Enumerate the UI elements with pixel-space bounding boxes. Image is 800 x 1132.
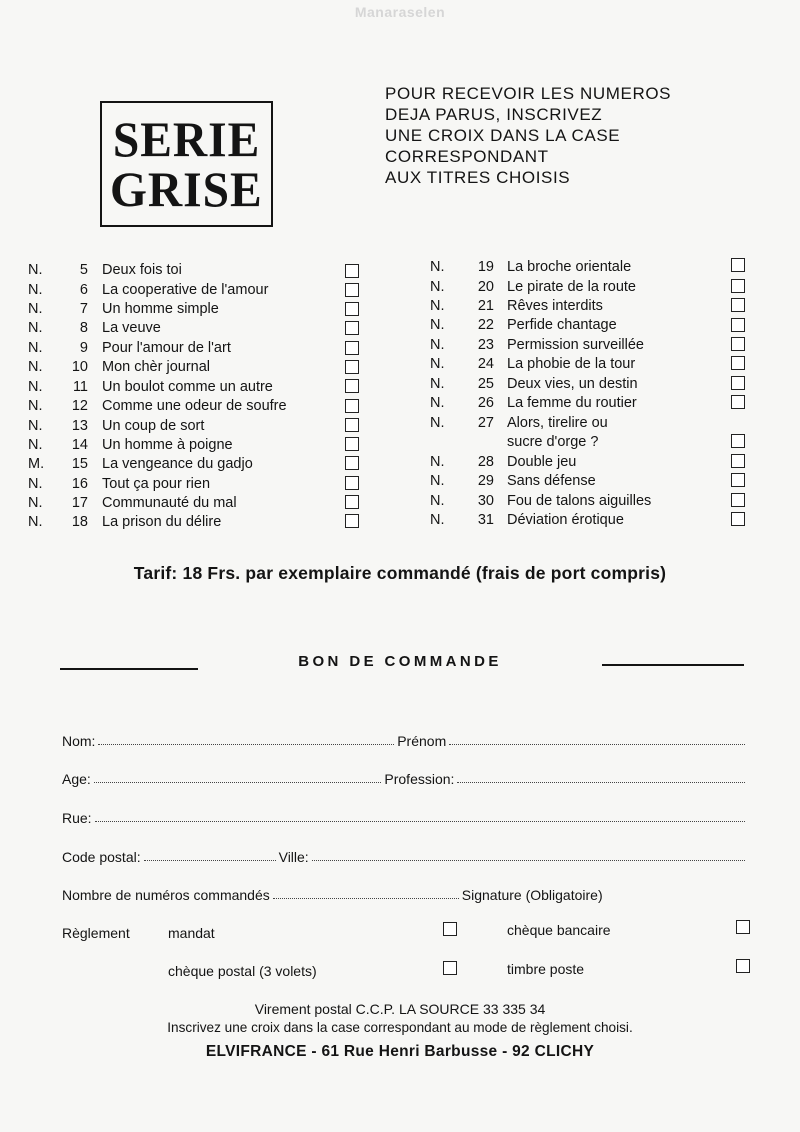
divider-right xyxy=(602,664,744,666)
field-age[interactable] xyxy=(94,782,382,783)
item-number: 22 xyxy=(477,317,494,333)
item-title: Double jeu xyxy=(507,454,577,470)
field-rue[interactable] xyxy=(95,821,745,822)
checkbox-issue[interactable] xyxy=(345,264,359,278)
checkbox-mandat[interactable] xyxy=(443,922,457,936)
checkbox-issue[interactable] xyxy=(345,418,359,432)
item-prefix: N. xyxy=(430,512,445,528)
item-prefix: N. xyxy=(430,395,445,411)
item-number: 13 xyxy=(71,418,88,434)
checkbox-issue[interactable] xyxy=(731,258,745,272)
label-timbre-poste: timbre poste xyxy=(507,961,585,977)
item-number: 6 xyxy=(79,282,88,298)
checkbox-issue[interactable] xyxy=(731,434,745,448)
item-title: Tout ça pour rien xyxy=(102,476,211,492)
item-number: 12 xyxy=(71,398,88,414)
checkbox-issue[interactable] xyxy=(345,341,359,355)
item-title: Un coup de sort xyxy=(102,418,205,434)
checkbox-issue[interactable] xyxy=(731,356,745,370)
item-prefix: N. xyxy=(28,340,43,356)
logo-line-1: SERIE xyxy=(112,111,261,167)
checkbox-issue[interactable] xyxy=(345,302,359,316)
publisher-address: ELVIFRANCE - 61 Rue Henri Barbusse - 92 CLICHY xyxy=(205,1043,595,1060)
checkbox-issue[interactable] xyxy=(731,337,745,351)
serie-grise-logo xyxy=(100,101,273,227)
field-profession[interactable] xyxy=(457,782,745,783)
label-reglement: Règlement xyxy=(62,925,130,941)
item-prefix: N. xyxy=(28,495,43,511)
field-ville[interactable] xyxy=(312,860,745,861)
item-prefix: M. xyxy=(28,456,45,472)
label-ville: Ville: xyxy=(278,849,309,865)
checkbox-issue[interactable] xyxy=(731,318,745,332)
checkbox-issue[interactable] xyxy=(731,512,745,526)
item-prefix: N. xyxy=(28,282,43,298)
label-nom: Nom: xyxy=(62,733,96,749)
checkbox-issue[interactable] xyxy=(345,283,359,297)
field-nom[interactable] xyxy=(98,744,394,745)
item-title: Sans défense xyxy=(507,473,596,489)
item-prefix: N. xyxy=(430,473,445,489)
item-title: Mon chèr journal xyxy=(102,359,210,375)
item-prefix: N. xyxy=(430,376,445,392)
item-title: Un homme simple xyxy=(102,301,219,317)
item-number: 8 xyxy=(79,320,88,336)
item-prefix: N. xyxy=(28,359,43,375)
item-number: 15 xyxy=(71,456,88,472)
checkbox-issue[interactable] xyxy=(345,456,359,470)
item-prefix: N. xyxy=(430,415,445,431)
checkbox-issue[interactable] xyxy=(731,376,745,390)
checkbox-issue[interactable] xyxy=(345,514,359,528)
field-prenom[interactable] xyxy=(449,744,745,745)
item-title: La phobie de la tour xyxy=(507,356,636,372)
item-number: 23 xyxy=(477,337,494,353)
item-prefix: N. xyxy=(430,317,445,333)
item-prefix: N. xyxy=(430,356,445,372)
item-number: 27 xyxy=(477,415,494,431)
item-title: Le pirate de la route xyxy=(507,279,636,295)
checkbox-timbre-poste[interactable] xyxy=(736,959,750,973)
item-number: 30 xyxy=(477,493,494,509)
label-cheque-postal: chèque postal (3 volets) xyxy=(168,963,317,979)
item-prefix: N. xyxy=(430,279,445,295)
item-number: 11 xyxy=(72,379,88,395)
item-number: 10 xyxy=(71,359,88,375)
item-prefix: N. xyxy=(28,437,43,453)
checkbox-cheque-bancaire[interactable] xyxy=(736,920,750,934)
item-title: La prison du délire xyxy=(102,514,222,530)
item-prefix: N. xyxy=(430,493,445,509)
item-title: Communauté du mal xyxy=(102,495,237,511)
field-code-postal[interactable] xyxy=(144,860,276,861)
item-number: 26 xyxy=(477,395,494,411)
intro-line: DEJA PARUS, INSCRIVEZ xyxy=(385,105,603,124)
checkbox-issue[interactable] xyxy=(731,473,745,487)
item-number: 28 xyxy=(477,454,494,470)
item-title: Un homme à poigne xyxy=(102,437,233,453)
item-number: 24 xyxy=(477,356,494,372)
checkbox-issue[interactable] xyxy=(731,395,745,409)
item-number: 31 xyxy=(477,512,494,528)
checkbox-issue[interactable] xyxy=(731,493,745,507)
item-number: 21 xyxy=(477,298,494,314)
item-title-line-2: sucre d'orge ? xyxy=(507,434,599,450)
item-number: 9 xyxy=(79,340,88,356)
watermark: Manaraselen xyxy=(354,4,446,20)
label-signature: Signature (Obligatoire) xyxy=(461,887,603,903)
row-age xyxy=(62,767,748,787)
logo-line-2: GRISE xyxy=(110,161,263,217)
row-name xyxy=(62,729,748,749)
item-number: 18 xyxy=(71,514,88,530)
item-number: 16 xyxy=(71,476,88,492)
intro-line: UNE CROIX DANS LA CASE xyxy=(385,126,621,145)
item-number: 25 xyxy=(477,376,494,392)
item-title: La femme du routier xyxy=(507,395,637,411)
item-title: La cooperative de l'amour xyxy=(102,282,269,298)
item-prefix: N. xyxy=(28,379,43,395)
item-number: 7 xyxy=(79,301,88,317)
checkbox-issue[interactable] xyxy=(345,360,359,374)
label-prenom: Prénom xyxy=(397,733,447,749)
item-title: Fou de talons aiguilles xyxy=(507,493,652,509)
label-nombre: Nombre de numéros commandés xyxy=(62,887,270,903)
row-quantity xyxy=(62,883,748,903)
item-prefix: N. xyxy=(430,454,445,470)
item-prefix: N. xyxy=(28,320,43,336)
item-prefix: N. xyxy=(28,398,43,414)
item-prefix: N. xyxy=(28,301,43,317)
item-prefix: N. xyxy=(430,259,445,275)
row-street xyxy=(62,806,748,826)
item-title: La vengeance du gadjo xyxy=(102,456,253,472)
item-title: La veuve xyxy=(102,320,161,336)
checkbox-issue[interactable] xyxy=(345,437,359,451)
intro-line: AUX TITRES CHOISIS xyxy=(385,168,571,187)
checkbox-issue[interactable] xyxy=(345,495,359,509)
item-title: Déviation érotique xyxy=(507,512,624,528)
intro-line: POUR RECEVOIR LES NUMEROS xyxy=(385,84,672,103)
field-nombre[interactable] xyxy=(273,898,459,899)
item-prefix: N. xyxy=(28,476,43,492)
item-number: 19 xyxy=(477,259,494,275)
label-mandat: mandat xyxy=(168,925,215,941)
item-title: Un boulot comme un autre xyxy=(102,379,273,395)
checkbox-issue[interactable] xyxy=(345,321,359,335)
ccp-details: Virement postal C.C.P. LA SOURCE 33 335 34 xyxy=(254,1001,546,1017)
item-title: Perfide chantage xyxy=(507,317,617,333)
row-city xyxy=(62,845,748,865)
checkbox-issue[interactable] xyxy=(731,298,745,312)
item-prefix: N. xyxy=(28,262,43,278)
checkbox-issue[interactable] xyxy=(345,379,359,393)
intro-line: CORRESPONDANT xyxy=(385,147,549,166)
item-title: Rêves interdits xyxy=(507,298,603,314)
item-prefix: N. xyxy=(430,337,445,353)
label-rue: Rue: xyxy=(62,810,92,826)
item-title: Permission surveillée xyxy=(507,337,644,353)
intro-instructions xyxy=(385,83,671,188)
item-prefix: N. xyxy=(430,298,445,314)
price-notice: Tarif: 18 Frs. par exemplaire commandé (frais de port compris) xyxy=(133,563,667,583)
item-title: Deux vies, un destin xyxy=(507,376,638,392)
item-title: Comme une odeur de soufre xyxy=(102,398,287,414)
checkbox-issue[interactable] xyxy=(345,399,359,413)
checkbox-issue[interactable] xyxy=(345,476,359,490)
item-number: 29 xyxy=(477,473,494,489)
checkbox-issue[interactable] xyxy=(731,279,745,293)
label-profession: Profession: xyxy=(384,771,455,787)
item-title: Alors, tirelire ou xyxy=(507,415,608,431)
item-number: 5 xyxy=(79,262,88,278)
checkbox-issue[interactable] xyxy=(731,454,745,468)
item-prefix: N. xyxy=(28,418,43,434)
item-title: Deux fois toi xyxy=(102,262,182,278)
item-number: 20 xyxy=(477,279,494,295)
label-code-postal: Code postal: xyxy=(62,849,141,865)
payment-instruction: Inscrivez une croix dans la case correspondant au mode de règlement choisi. xyxy=(167,1020,633,1035)
label-cheque-bancaire: chèque bancaire xyxy=(507,922,611,938)
checkbox-cheque-postal[interactable] xyxy=(443,961,457,975)
item-title: Pour l'amour de l'art xyxy=(102,340,231,356)
item-prefix: N. xyxy=(28,514,43,530)
item-title: La broche orientale xyxy=(507,259,632,275)
item-number: 17 xyxy=(71,495,88,511)
label-age: Age: xyxy=(62,771,91,787)
order-form-title: BON DE COMMANDE xyxy=(298,653,502,670)
item-number: 14 xyxy=(71,437,88,453)
